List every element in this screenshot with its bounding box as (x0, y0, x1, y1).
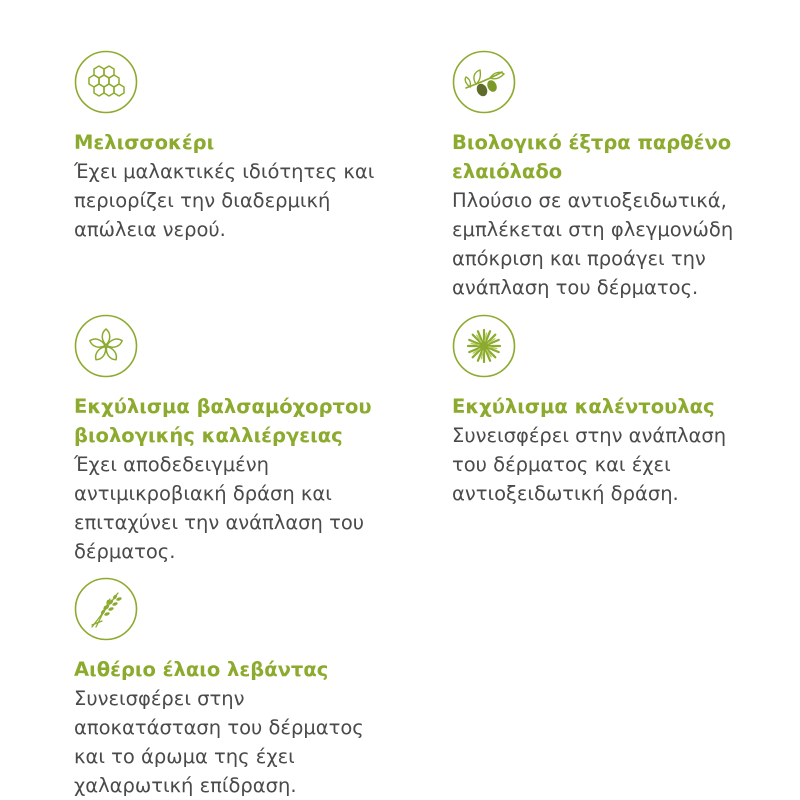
ingredient-title: Αιθέριο έλαιο λεβάντας (74, 658, 329, 681)
ingredient-description: Συνεισφέρει στην αποκατάσταση του δέρματος και το άρωμα της έχει χαλαρωτική επίδραση. (74, 687, 364, 797)
honeycomb-icon (74, 50, 138, 114)
ingredient-st-johns-wort (74, 314, 414, 566)
ingredient-olive-oil (452, 50, 792, 302)
flower-icon (74, 314, 138, 378)
ingredient-beeswax (74, 50, 414, 244)
ingredient-title: Εκχύλισμα βαλσαμόχορτου βιολογικής καλλιέργειας (74, 395, 372, 447)
ingredient-description: Συνεισφέρει στην ανάπλαση του δέρματος και έχει αντιοξειδωτική δράση. (452, 424, 727, 505)
ingredient-lavender (74, 577, 414, 800)
ingredient-description: Πλούσιο σε αντιοξειδωτικά, εμπλέκεται στη φλεγμονώδη απόκριση και προάγει την ανάπλαση του δέρματος. (452, 189, 734, 299)
ingredient-calendula (452, 314, 792, 508)
lavender-icon (74, 577, 138, 641)
ingredient-title: Εκχύλισμα καλέντουλας (452, 395, 715, 418)
calendula-icon (452, 314, 516, 378)
ingredient-description: Έχει μαλακτικές ιδιότητες και περιορίζει την διαδερμική απώλεια νερού. (74, 160, 375, 241)
ingredient-title: Μελισσοκέρι (74, 131, 215, 154)
olive-branch-icon (452, 50, 516, 114)
ingredient-title: Βιολογικό έξτρα παρθένο ελαιόλαδο (452, 131, 732, 183)
ingredient-description: Έχει αποδεδειγμένη αντιμικροβιακή δράση και επιταχύνει την ανάπλαση του δέρματος. (74, 453, 365, 563)
